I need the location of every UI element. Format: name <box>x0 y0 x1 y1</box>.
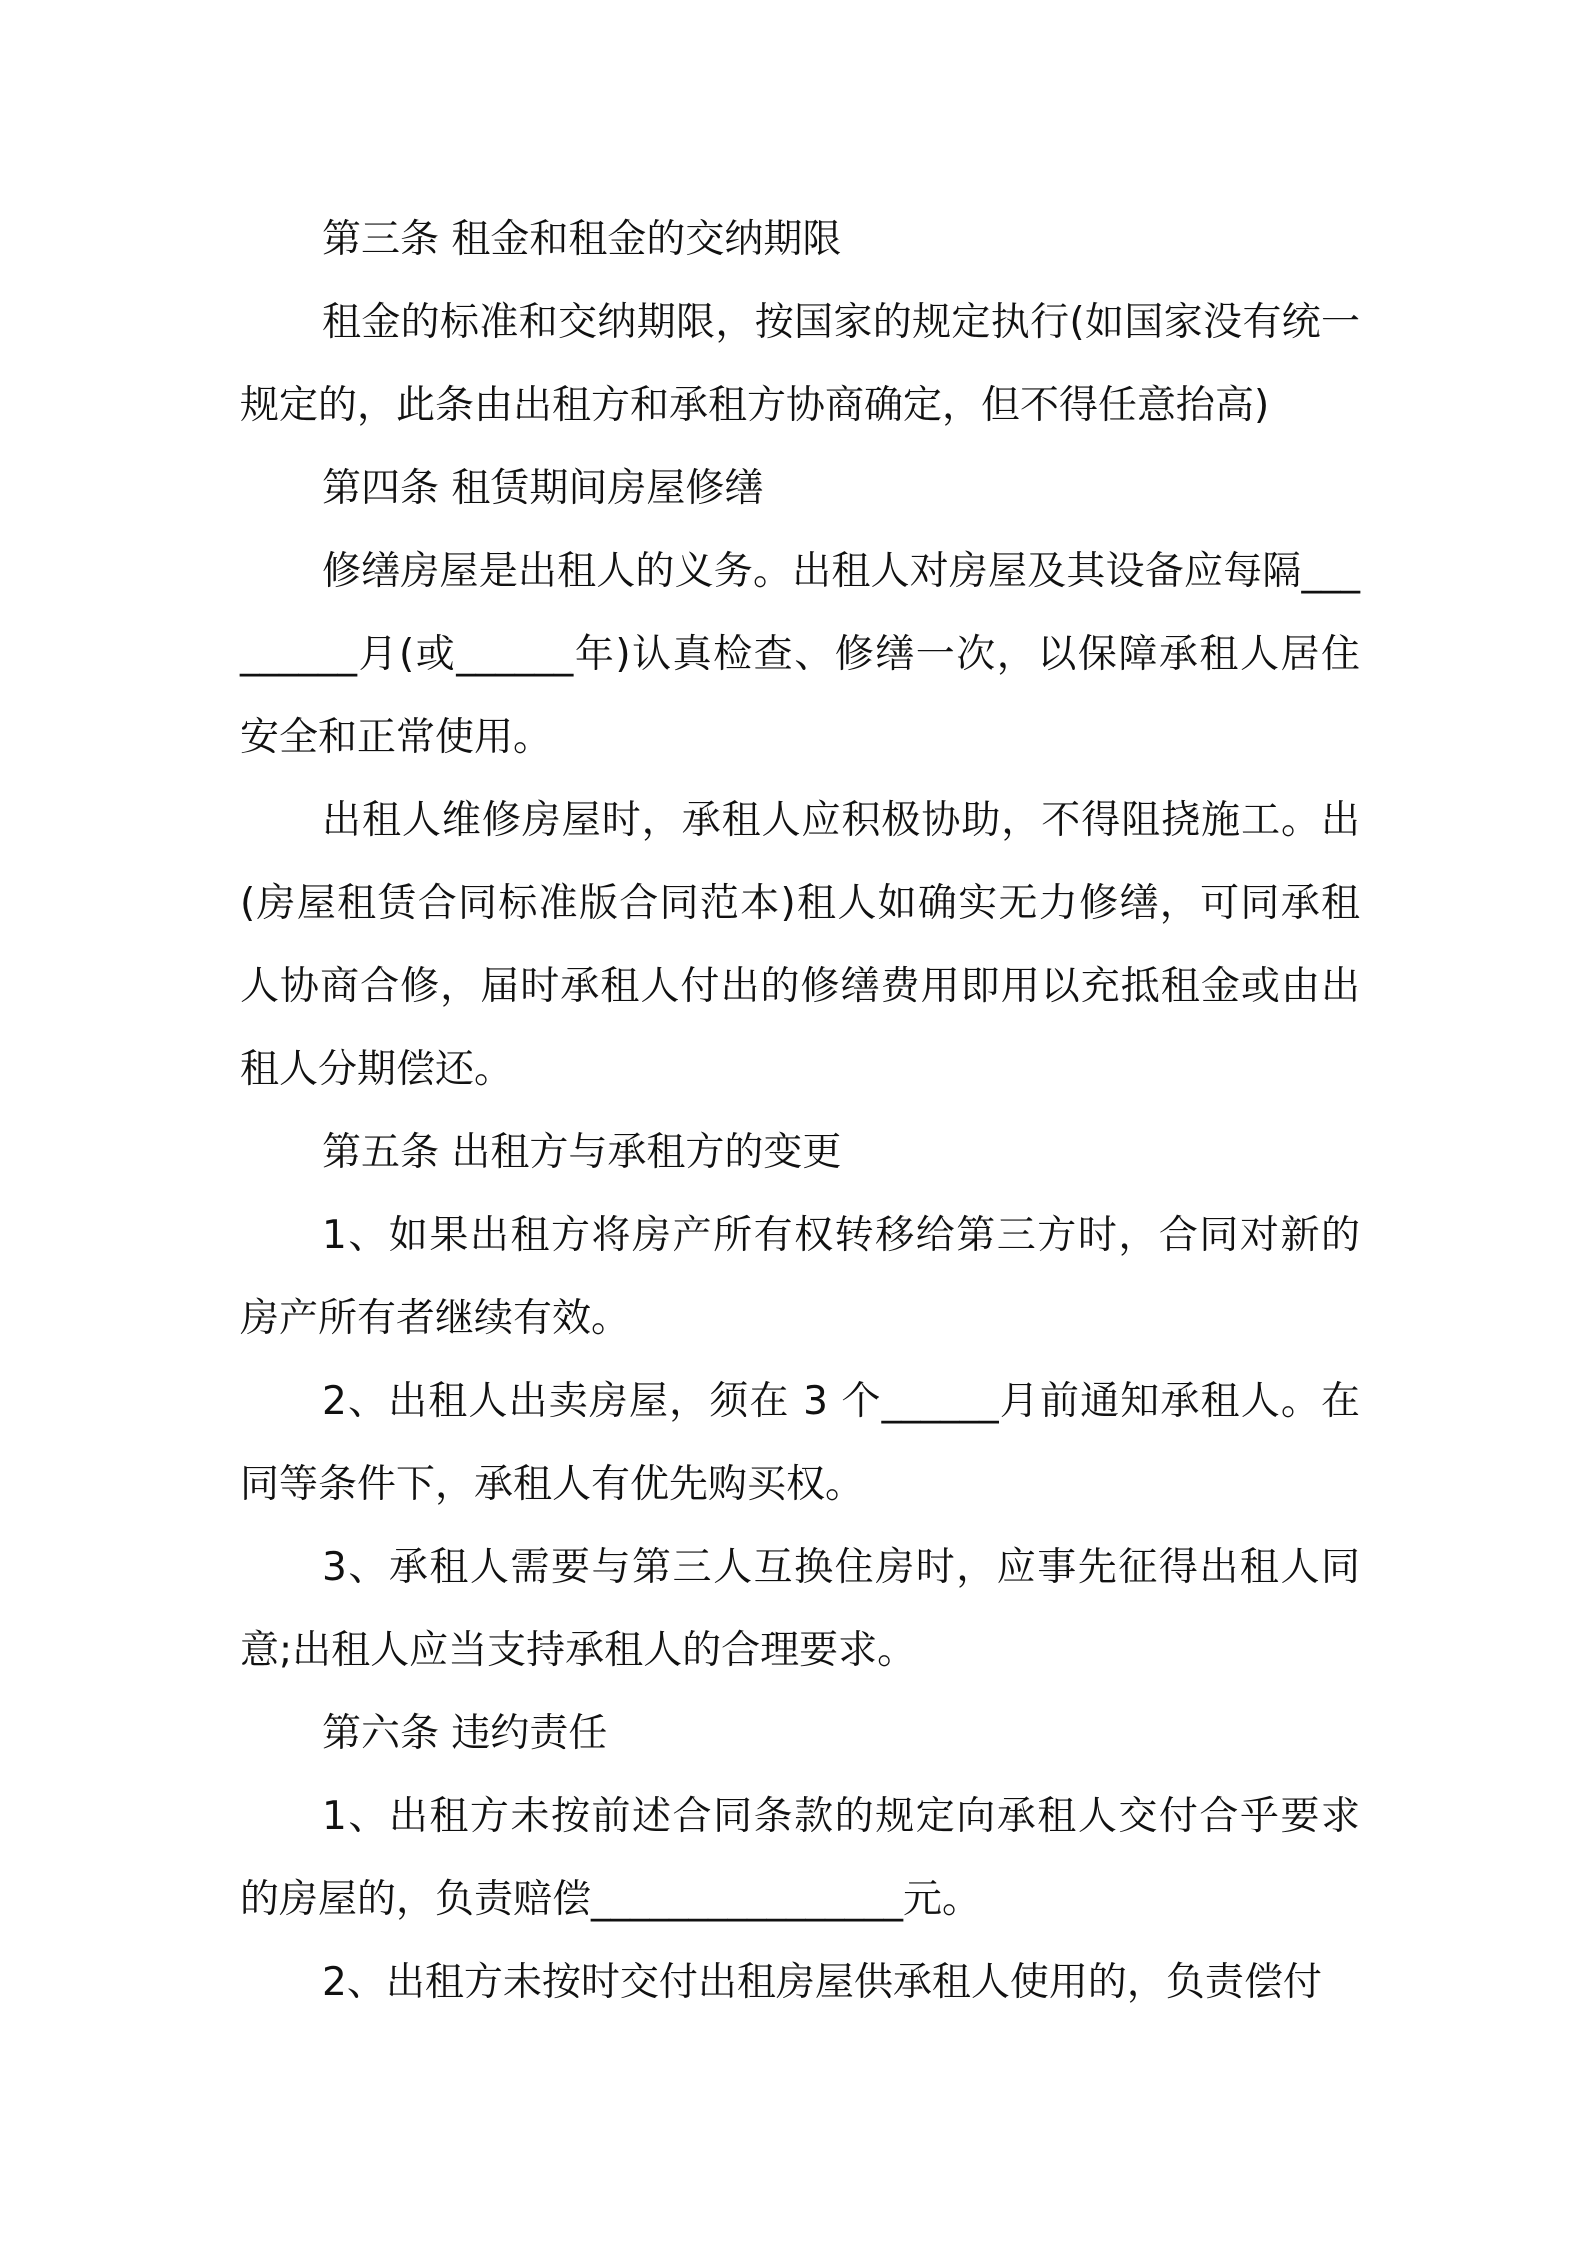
article-6-item-1: 1、出租方未按前述合同条款的规定向承租人交付合乎要求的房屋的，负责赔偿________________元。 <box>240 1794 1360 1922</box>
document-body <box>240 198 1360 2024</box>
article-5-item-1: 1、如果出租方将房产所有权转移给第三方时，合同对新的房产所有者继续有效。 <box>240 1213 1360 1341</box>
article-3-paragraph: 租金的标准和交纳期限，按国家的规定执行(如国家没有统一规定的，此条由出租方和承租方协商确定，但不得任意抬高) <box>240 300 1360 428</box>
article-6-heading: 第六条 违约责任 <box>322 1711 608 1756</box>
article-4-heading: 第四条 租赁期间房屋修缮 <box>322 466 764 511</box>
article-3-heading: 第三条 租金和租金的交纳期限 <box>322 217 842 262</box>
article-5-heading: 第五条 出租方与承租方的变更 <box>322 1130 842 1175</box>
article-4-paragraph-2: 出租人维修房屋时，承租人应积极协助，不得阻挠施工。出(房屋租赁合同标准版合同范本)租人如确实无力修缮，可同承租人协商合修，届时承租人付出的修缮费用即用以充抵租金或由出租人分期偿还。 <box>240 798 1360 1092</box>
article-5-item-3: 3、承租人需要与第三人互换住房时，应事先征得出租人同意;出租人应当支持承租人的合理要求。 <box>240 1545 1360 1673</box>
article-4-paragraph-1: 修缮房屋是出租人的义务。出租人对房屋及其设备应每隔_________月(或______年)认真检查、修缮一次，以保障承租人居住安全和正常使用。 <box>240 549 1360 760</box>
article-6-item-2: 2、出租方未按时交付出租房屋供承租人使用的，负责偿付 <box>322 1960 1322 2005</box>
article-5-item-2: 2、出租人出卖房屋，须在 3 个______月前通知承租人。在同等条件下，承租人有优先购买权。 <box>240 1379 1360 1507</box>
